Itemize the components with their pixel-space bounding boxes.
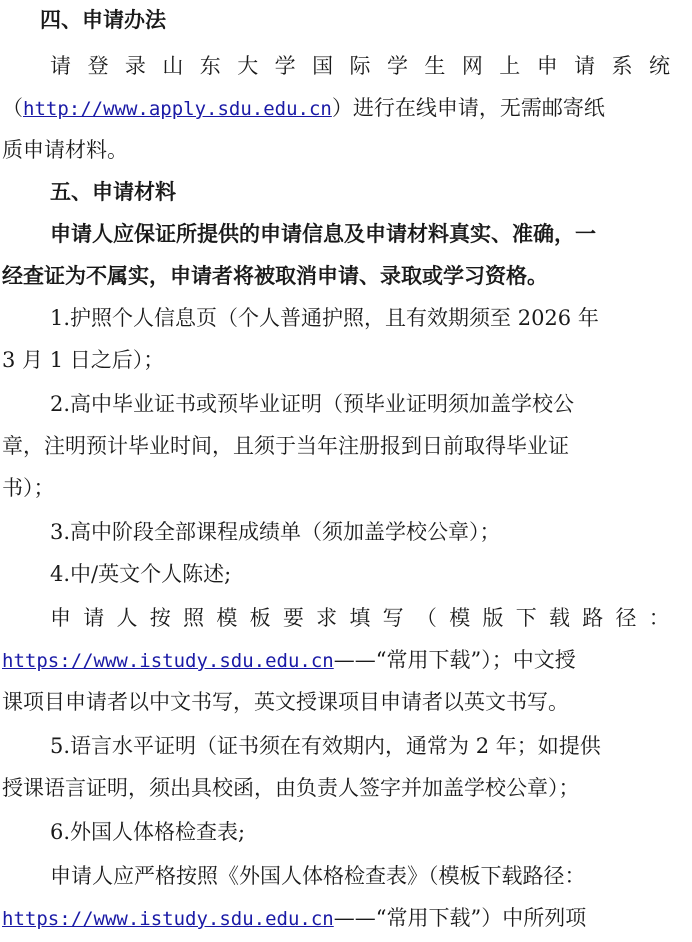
justified-char: 生 [424, 54, 446, 78]
section-5-heading: 五、申请材料 [50, 180, 176, 204]
justified-char: ： [648, 606, 670, 630]
justified-char: 登 [87, 54, 109, 78]
justified-char: 板 [249, 606, 271, 630]
justified-char: 下 [515, 606, 537, 630]
istudy-download-link-2[interactable]: https://www.istudy.sdu.edu.cn [2, 908, 334, 930]
item-2-line-3: 书）； [2, 476, 55, 500]
item-4: 4.中/英文个人陈述; [50, 562, 232, 586]
item-3: 3.高中阶段全部课程成绩单（须加盖学校公章）； [50, 520, 501, 544]
apply-system-link[interactable]: http://www.apply.sdu.edu.cn [23, 98, 332, 120]
justified-char: 求 [316, 606, 338, 630]
item-4-note-line-3: 课项目申请者以中文书写，英文授课项目申请者以英文书写。 [2, 690, 569, 714]
justified-char: 申 [50, 606, 71, 630]
justified-char: 要 [282, 606, 304, 630]
justified-char: 照 [183, 606, 205, 630]
justified-char: 填 [349, 606, 371, 630]
justified-line [0, 598, 670, 638]
item-2-line-2: 章，注明预计毕业时间，且须于当年注册报到日前取得毕业证 [2, 434, 569, 458]
justified-char: 系 [611, 54, 633, 78]
item-6-note-line-2-text: ——“常用下载”）中所列项 [333, 906, 587, 930]
justified-char: 上 [499, 54, 521, 78]
justified-char: 请 [574, 54, 596, 78]
item-1-line-1: 1.护照个人信息页（个人普通护照，且有效期须至 2026 年 [50, 306, 599, 330]
section-5-bold-line-2: 经查证为不属实，申请者将被取消申请、录取或学习资格。 [2, 264, 548, 288]
justified-char: 模 [216, 606, 238, 630]
justified-char: 径 [615, 606, 637, 630]
paren-open: （ [2, 96, 23, 120]
item-2-line-1: 2.高中毕业证书或预毕业证明（预毕业证明须加盖学校公 [50, 392, 575, 416]
justified-char: 按 [149, 606, 171, 630]
item-4-note-line-1 [0, 598, 692, 638]
section-4-line-2 [0, 88, 692, 128]
section-4-heading: 四、申请办法 [40, 8, 166, 32]
justified-char: 际 [349, 54, 371, 78]
justified-char: 山 [162, 54, 184, 78]
justified-char: （ [415, 606, 437, 630]
justified-char: 国 [312, 54, 334, 78]
section-4-line-2-text: ）进行在线申请，无需邮寄纸 [331, 96, 605, 120]
justified-char: 请 [83, 606, 105, 630]
item-6-note-line-1: 申请人应严格按照《外国人体格检查表》（模板下载路径： [50, 864, 586, 888]
item-6: 6.外国人体格检查表; [50, 820, 246, 844]
justified-char: 载 [548, 606, 570, 630]
item-6-note-line-2 [0, 898, 692, 938]
justified-char: 网 [461, 54, 483, 78]
justified-char: 申 [536, 54, 558, 78]
justified-char: 统 [649, 54, 670, 78]
justified-char: 模 [449, 606, 471, 630]
justified-char: 路 [582, 606, 604, 630]
item-5-line-1: 5.语言水平证明（证书须在有效期内，通常为 2 年；如提供 [50, 734, 601, 758]
section-4-line-1 [0, 46, 692, 86]
justified-char: 人 [116, 606, 138, 630]
justified-char: 东 [199, 54, 221, 78]
justified-char: 写 [382, 606, 404, 630]
section-5-bold-line-1: 申请人应保证所提供的申请信息及申请材料真实、准确，一 [50, 222, 596, 246]
item-4-note-line-2-text: ——“常用下载”）；中文授 [333, 648, 576, 672]
section-4-line-3: 质申请材料。 [2, 138, 128, 162]
item-5-line-2: 授课语言证明，须出具校函，由负责人签字并加盖学校公章）； [2, 776, 580, 800]
item-1-line-2: 3 月 1 日之后）； [2, 348, 165, 372]
item-4-note-line-2 [0, 640, 692, 680]
justified-char: 版 [482, 606, 504, 630]
justified-char: 请 [50, 54, 71, 78]
istudy-download-link[interactable]: https://www.istudy.sdu.edu.cn [2, 650, 334, 672]
justified-char: 学 [386, 54, 408, 78]
justified-line [0, 46, 670, 86]
justified-char: 大 [237, 54, 259, 78]
justified-char: 录 [124, 54, 146, 78]
justified-char: 学 [274, 54, 296, 78]
